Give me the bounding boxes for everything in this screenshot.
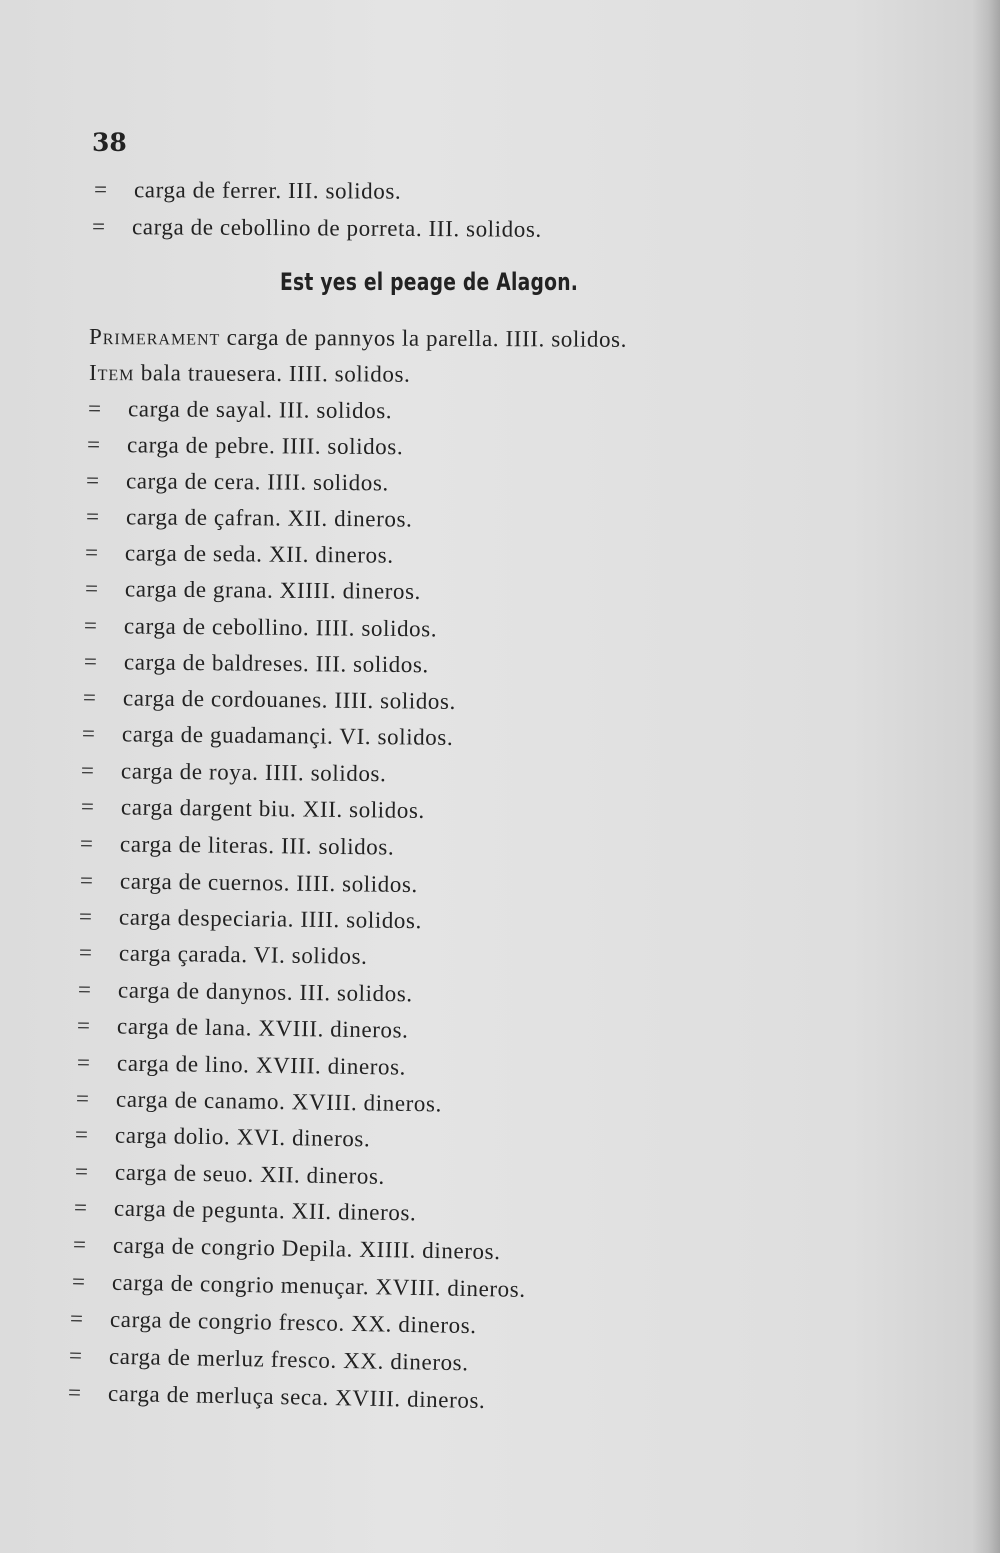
entry-line [76,1086,442,1117]
equals-mark: = [77,977,92,1003]
entry-text: carga de guadamançi. VI. solidos. [121,721,454,750]
entry-line [82,721,454,751]
equals-mark: = [71,1269,86,1295]
entry-line [81,758,387,787]
entry-lead-word: Primerament [88,324,221,350]
entry-line [84,649,429,678]
entry-text: carga de pegunta. XII. dineros. [113,1195,417,1226]
entry-text: carga de merluça seca. XVIII. dineros. [107,1380,486,1414]
entry-text: bala trauesera. IIII. solidos. [140,360,411,387]
entry-line [89,360,411,388]
equals-mark: = [91,214,106,240]
entry-text: carga de grana. XIIII. dineros. [124,576,422,604]
entry-text: carga de roya. IIII. solidos. [120,758,387,787]
entry-line [85,576,421,605]
entry-line [84,613,437,642]
equals-mark: = [81,721,96,747]
entry-line [81,794,425,824]
entry-text: carga dolio. XVI. dineros. [114,1122,371,1152]
entry-text: carga de cebollino. IIII. solidos. [123,613,438,642]
equals-mark: = [69,1306,84,1332]
section-heading: Est yes el peage de Alagon. [280,268,579,296]
entry-line [75,1159,385,1190]
equals-mark: = [76,1013,91,1039]
entry-line [87,432,403,460]
equals-mark: = [80,794,95,820]
entry-text: carga de sayal. III. solidos. [127,396,393,424]
equals-mark: = [67,1380,82,1406]
entry-text: carga de lino. XVIII. dineros. [116,1050,407,1080]
equals-mark: = [86,432,101,458]
entry-line [85,540,394,569]
entry-line [83,685,456,715]
entry-line [86,504,413,533]
entry-text: carga de çafran. XII. dineros. [125,504,413,532]
entry-lead-word: Item [88,360,135,386]
entry-line [79,940,368,970]
entry-line [88,396,392,424]
entry-line [75,1122,371,1152]
entry-text: carga de congrio Depila. XIIII. dineros. [112,1232,501,1265]
entry-text: carga de seuo. XII. dineros. [114,1159,386,1189]
entry-line [72,1269,526,1303]
entry-line [78,977,413,1007]
entry-text: carga de pebre. IIII. solidos. [126,432,404,460]
equals-mark: = [75,1086,90,1112]
entry-text: carga de congrio fresco. XX. dineros. [109,1306,477,1339]
entry-line [70,1306,477,1339]
entry-line [74,1195,417,1226]
equals-mark: = [80,758,95,784]
entry-text: carga de congrio menuçar. XVIII. dineros. [111,1269,526,1302]
equals-mark: = [74,1122,89,1148]
equals-mark: = [83,613,98,639]
entry-text: carga de ferrer. III. solidos. [133,177,402,204]
entry-text: carga de seda. XII. dineros. [124,540,394,568]
entry-line [86,468,389,496]
entry-line [77,1013,409,1044]
equals-mark: = [79,831,94,857]
entry-text: carga de lana. XVIII. dineros. [116,1013,409,1043]
entry-line [94,177,401,205]
equals-mark: = [68,1343,83,1369]
equals-mark: = [74,1159,89,1185]
entry-line [80,831,395,861]
entry-line [89,324,627,353]
entry-text: carga de cordouanes. IIII. solidos. [122,685,457,714]
entry-line [80,868,418,898]
entry-text: carga de pannyos la parella. IIII. solidos. [226,324,628,352]
entry-text: carga dargent biu. XII. solidos. [120,794,426,823]
entry-text: carga despeciaria. IIII. solidos. [118,904,423,934]
entry-text: carga de cuernos. IIII. solidos. [119,868,419,898]
entry-text: carga de baldreses. III. solidos. [123,649,429,678]
equals-mark: = [72,1232,87,1258]
equals-mark: = [83,649,98,675]
equals-mark: = [93,177,108,203]
entry-line [73,1232,501,1265]
entry-line [68,1380,486,1414]
entry-line [79,904,422,934]
equals-mark: = [84,576,99,602]
equals-mark: = [78,940,93,966]
entry-text: carga de merluz fresco. XX. dineros. [108,1343,469,1376]
equals-mark: = [84,540,99,566]
entry-text: carga de danynos. III. solidos. [117,977,413,1007]
entry-text: carga de cebollino de porreta. III. solidos. [131,214,542,242]
equals-mark: = [82,685,97,711]
equals-mark: = [76,1050,91,1076]
entry-line [92,214,542,243]
entry-text: carga çarada. VI. solidos. [118,940,368,969]
equals-mark: = [87,396,102,422]
equals-mark: = [85,468,100,494]
entry-line [69,1343,469,1376]
equals-mark: = [78,904,93,930]
equals-mark: = [85,504,100,530]
entry-text: carga de literas. III. solidos. [119,831,395,860]
page-number: 38 [92,128,127,157]
equals-mark: = [79,868,94,894]
entry-line [77,1050,406,1081]
entry-text: carga de cera. IIII. solidos. [125,468,389,496]
equals-mark: = [73,1195,88,1221]
entry-text: carga de canamo. XVIII. dineros. [115,1086,443,1117]
